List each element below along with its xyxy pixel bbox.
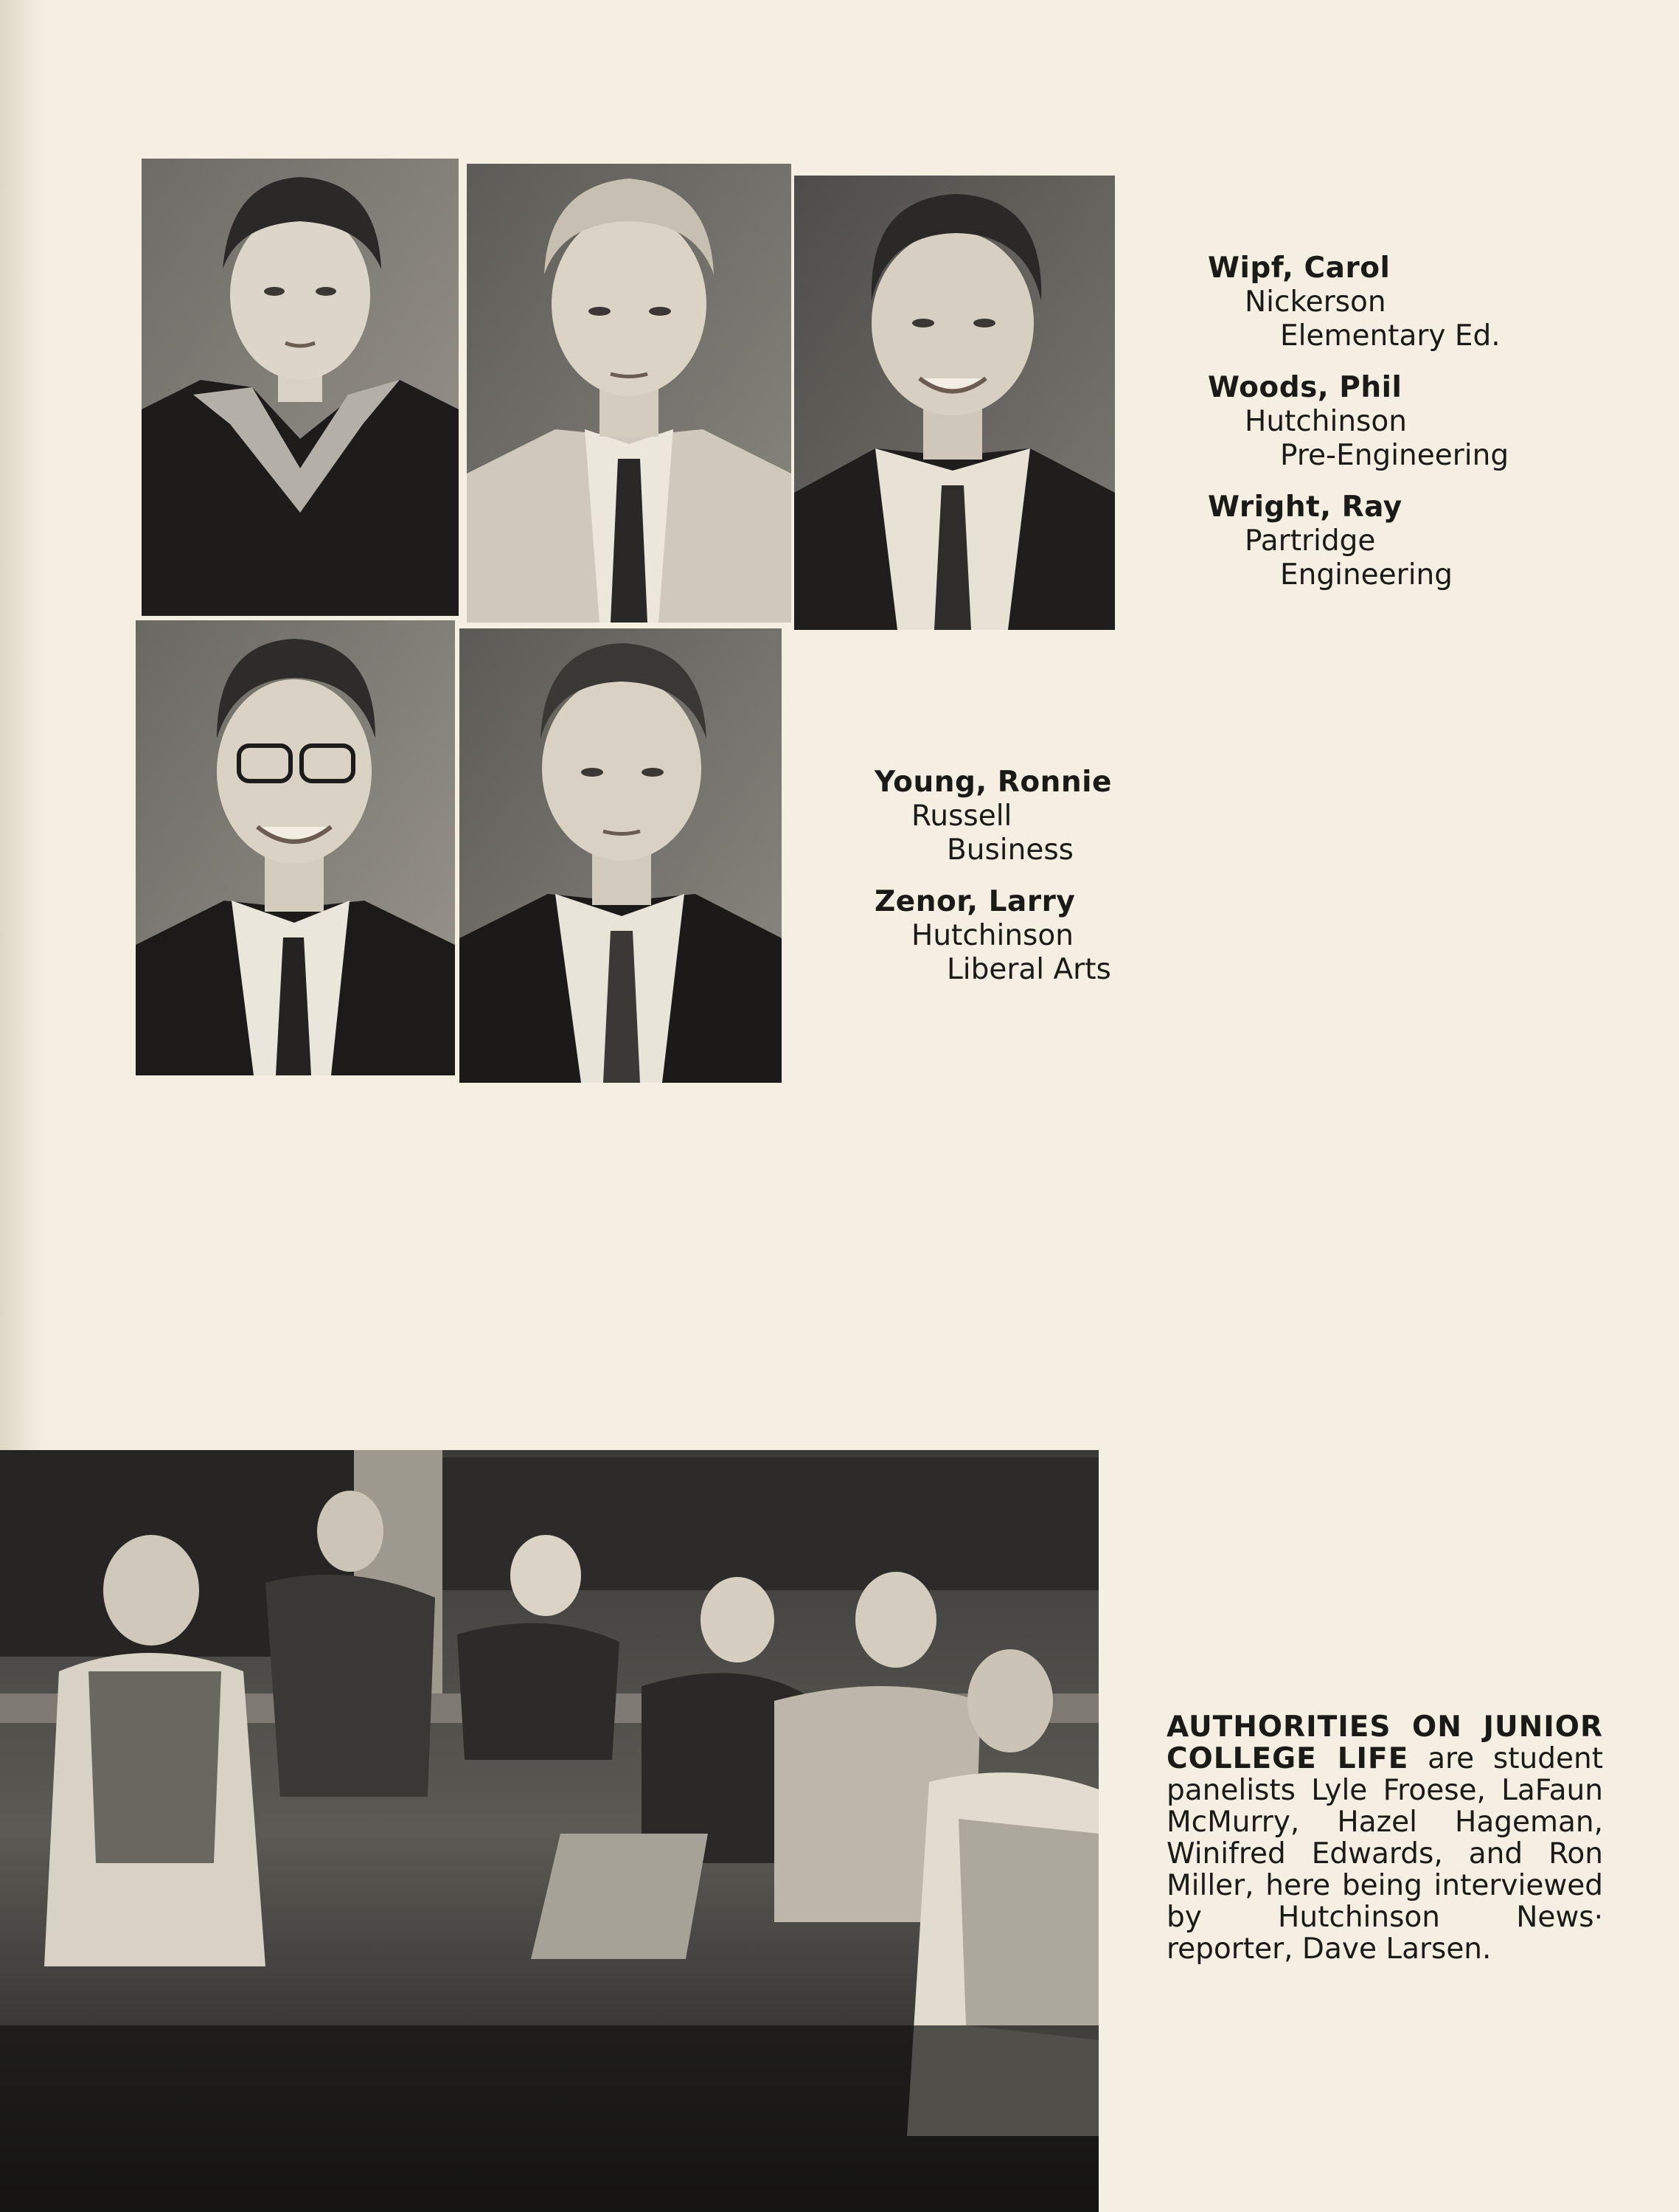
entry-major: Elementary Ed. [1280,319,1501,353]
entry-name: Young, Ronnie [875,766,1112,799]
entry-hometown: Hutchinson [911,919,1074,952]
entry-young-ronnie [875,766,1112,867]
entry-hometown: Russell [911,800,1012,833]
entry-hometown: Partridge [1245,524,1376,558]
entry-name: Wright, Ray [1208,490,1402,524]
portrait-photo-young-ronnie [136,620,455,1075]
group-photo-caption [1167,1711,1603,1965]
entry-major: Liberal Arts [947,953,1111,986]
entry-major: Pre-Engineering [1280,439,1509,472]
entry-hometown: Hutchinson [1245,405,1407,438]
caption-body: are student panelists Lyle Froese, LaFaun McMurry, Hazel Hageman, Winifred Edwards, and Ron Miller, here being interviewed by Hutchinson News· reporter, Dave Larsen. [1167,1742,1603,1966]
portrait-photo-woods-phil [467,164,791,623]
portrait-photo-wipf-carol [142,159,459,616]
portrait-photo-wright-ray [794,176,1115,630]
entry-hometown: Nickerson [1245,285,1386,319]
entry-major: Business [947,833,1074,867]
entry-major: Engineering [1280,558,1453,592]
entry-woods-phil [1208,371,1509,473]
portrait-photo-zenor-larry [459,628,782,1083]
entry-wright-ray [1208,490,1453,592]
entry-zenor-larry [875,885,1111,987]
entry-name: Zenor, Larry [875,885,1076,918]
caption-heading: AUTHORITIES ON JUNIOR COLLEGE LIFE [1167,1710,1603,1775]
entry-name: Woods, Phil [1208,371,1402,404]
group-photo-student-panel [0,1450,1099,2212]
entry-name: Wipf, Carol [1208,252,1391,285]
entry-wipf-carol [1208,252,1501,353]
